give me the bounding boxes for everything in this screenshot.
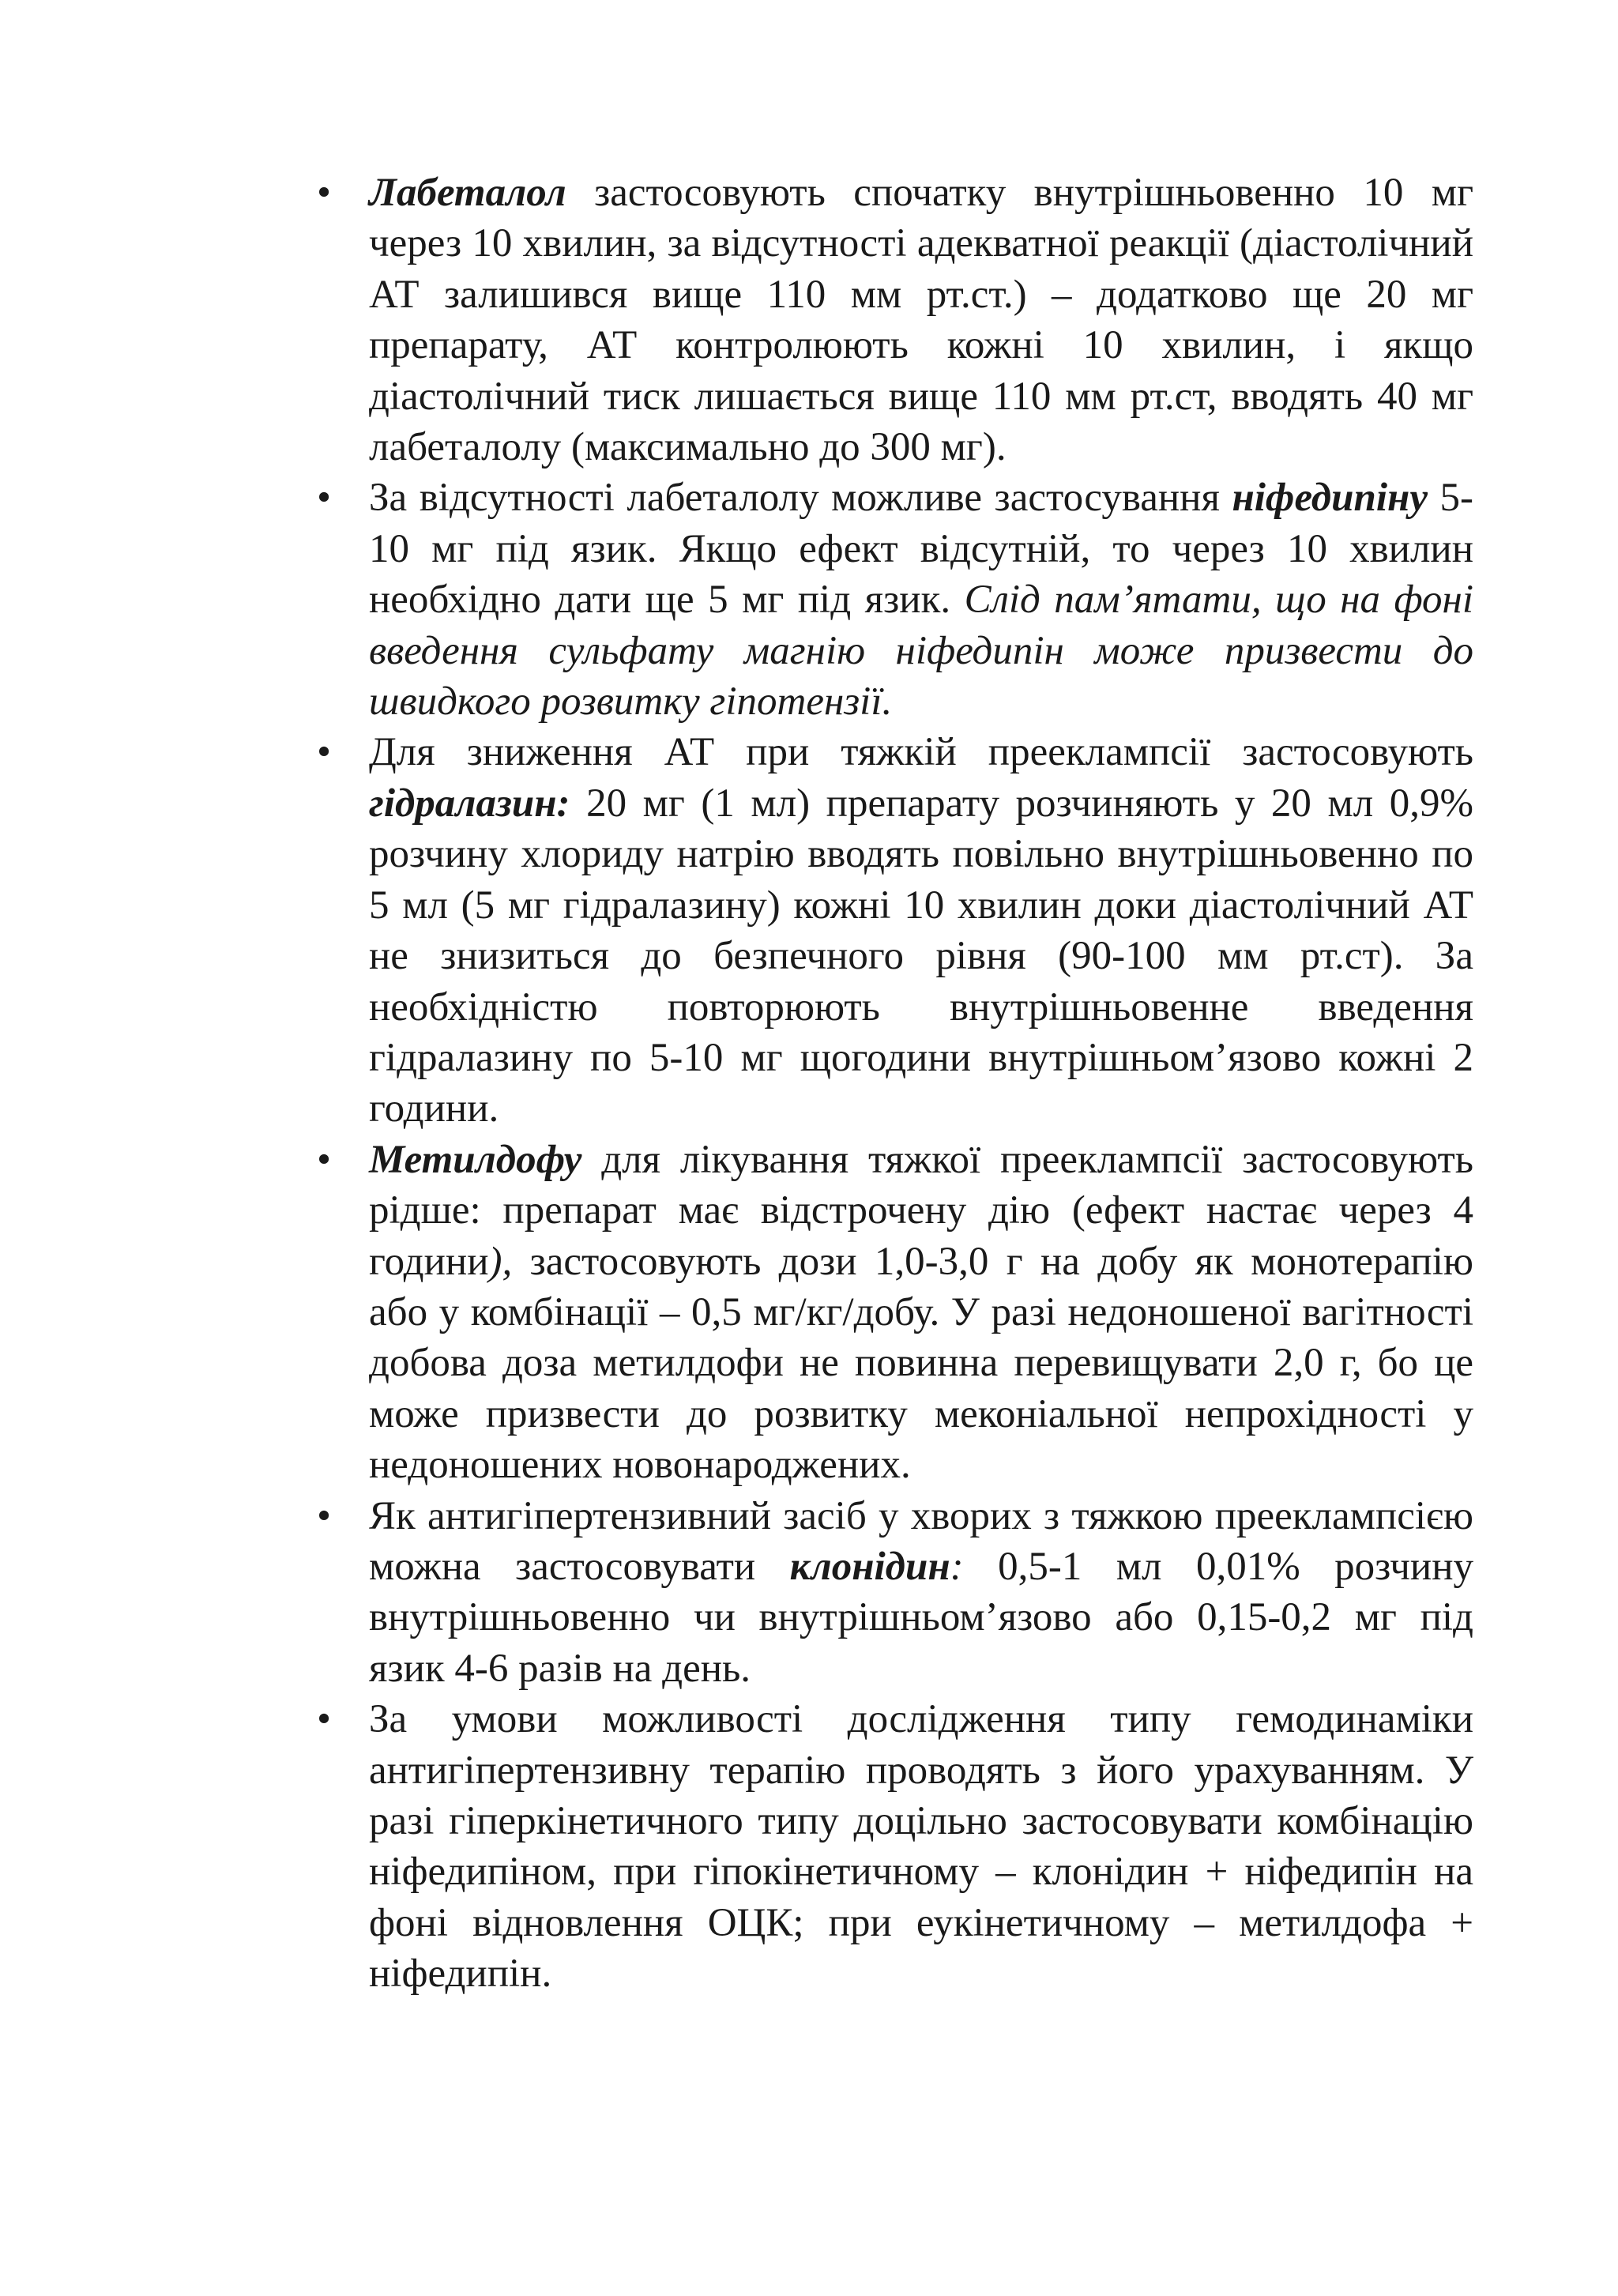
bullet-marker: • [317, 171, 331, 215]
item-text: застосовують спочатку внутрішньовенно 10 мг через 10 хвилин, за відсутності адекватної реакції (діастолічний АТ залишився вище 110 мм рт.ст.) – додатково ще 20 мг препарату, АТ контролюють кожні 10 хвилин, і якщо діастолічний тиск лишається вище 110 мм рт.ст, вводять 40 мг лабеталолу (максимально до 300 мг). [369, 171, 1473, 470]
drug-name-labetalol: Лабеталол [369, 171, 566, 215]
drug-name-clonidine: клонідин [789, 1544, 950, 1589]
item-warning-italic: Слід пам’ятати, що на фоні введення сульфату магнію ніфедипін може призвести до швидкого розвитку гіпотензії. [369, 578, 1473, 725]
treatment-bullet-list [312, 167, 1473, 2000]
bullet-marker: • [317, 730, 331, 775]
item-text: 0,5-1 мл 0,01% розчину внутрішньовенно чи внутрішньом’язово або 0,15-0,2 мг під язик 4-6 разів на день. [369, 1544, 1473, 1691]
bullet-marker: • [317, 1493, 331, 1538]
item-italic-punct: ), [488, 1239, 513, 1284]
item-text: 5-10 мг під язик. Якщо ефект відсутній, то через 10 хвилин необхідно дати ще 5 мг під язик. [369, 476, 1473, 623]
list-item-hemodynamics [312, 1694, 1473, 1999]
list-item-hydralazine [312, 727, 1473, 1134]
drug-name-methyldopa: Метилдофу [369, 1137, 582, 1182]
item-text: для лікування тяжкої прееклампсії застосовують рідше: препарат має відстрочену дію (ефект настає через 4 години [369, 1137, 1473, 1284]
item-text-pre: Як антигіпертензивний засіб у хворих з тяжкою прееклампсією можна застосовувати [369, 1493, 1473, 1589]
drug-name-nifedipine: ніфедипіну [1232, 476, 1428, 521]
bullet-marker: • [317, 1697, 331, 1742]
bullet-marker: • [317, 1137, 331, 1182]
list-item-labetalol [312, 167, 1473, 472]
item-text-2: застосовують дози 1,0-3,0 г на добу як монотерапію або у комбінації – 0,5 мг/кг/добу. У разі недоношеної вагітності добова доза метилдофи не повинна перевищувати 2,0 г, бо це може призвести до розвитку меконіальної непрохідності у недоношених новонароджених. [369, 1239, 1473, 1488]
list-item-methyldopa [312, 1135, 1473, 1491]
item-text-pre: За відсутності лабеталолу можливе застосування [369, 476, 1232, 521]
item-text-pre: Для зниження АТ при тяжкій прееклампсії застосовують [369, 730, 1473, 775]
bullet-marker: • [317, 476, 331, 521]
item-text: За умови можливості дослідження типу гемодинаміки антигіпертензивну терапію проводять з його урахуванням. У разі гіперкінетичного типу доцільно застосовувати комбінацію ніфедипіном, при гіпокінетичному – клонідин + ніфедипін на фоні відновлення ОЦК; при еукінетичному – метилдофа + ніфедипін. [369, 1697, 1473, 1997]
document-page [312, 167, 1473, 2000]
list-item-nifedipine [312, 472, 1473, 727]
item-text: 20 мг (1 мл) препарату розчиняють у 20 мл 0,9% розчину хлориду натрію вводять повільно внутрішньовенно по 5 мл (5 мг гідралазину) кожні 10 хвилин доки діастолічний АТ не знизиться до безпечного рівня (90-100 мм рт.ст). За необхідністю повторюють внутрішньовенне введення гідралазину по 5-10 мг щогодини внутрішньом’язово кожні 2 години. [369, 781, 1473, 1131]
list-item-clonidine [312, 1491, 1473, 1695]
item-italic-punct: : [950, 1544, 964, 1589]
drug-name-hydralazine: гідралазин: [369, 781, 570, 826]
